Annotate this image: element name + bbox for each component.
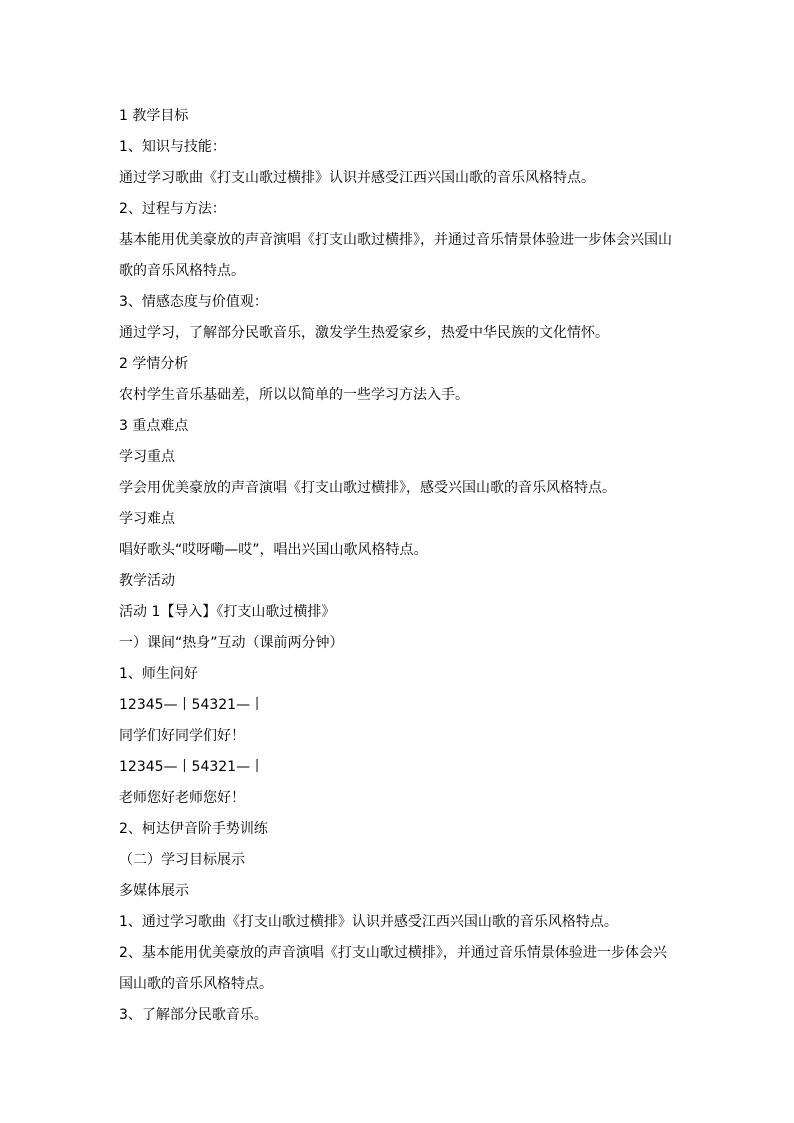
heading-teaching-activities: 教学活动 [119,573,175,589]
paragraph-line: 国山歌的音乐风格特点。 [119,976,273,992]
heading-teaching-goals: 1 教学目标 [119,108,189,124]
subheading-learning-difficulty: 学习难点 [119,511,175,527]
paragraph-line: 1、师生问好 [119,666,198,682]
paragraph-line: 1、通过学习歌曲《打支山歌过横排》认识并感受江西兴国山歌的音乐风格特点。 [119,914,618,930]
heading-key-difficulties: 3 重点难点 [119,418,189,434]
paragraph-line: 2、基本能用优美豪放的声音演唱《打支山歌过横排》，并通过音乐情景体验进一步体会兴 [119,945,667,961]
paragraph-line: 歌的音乐风格特点。 [119,263,245,279]
paragraph-line: 老师您好老师您好！ [119,790,245,806]
subheading-learning-focus: 学习重点 [119,449,175,465]
paragraph-line: 多媒体展示 [119,883,189,899]
heading-student-analysis: 2 学情分析 [119,356,189,372]
subheading-knowledge-skills: 1、知识与技能： [119,139,226,155]
paragraph-line: 唱好歌头“哎呀嘞—哎”，唱出兴国山歌风格特点。 [119,542,428,558]
document-body [119,101,679,1031]
subheading-process-methods: 2、过程与方法： [119,201,226,217]
paragraph-line: 通过学习，了解部分民歌音乐，激发学生热爱家乡，热爱中华民族的文化情怀。 [119,325,609,341]
paragraph-line: 同学们好同学们好！ [119,728,245,744]
subheading-values: 3、情感态度与价值观： [119,294,268,310]
paragraph-line: 3、了解部分民歌音乐。 [119,1007,268,1023]
paragraph-line: 农村学生音乐基础差，所以以简单的一些学习方法入手。 [119,387,469,403]
notation-line: 12345—丨54321—丨 [119,697,265,713]
paragraph-line: 一）课间“热身”互动（课前两分钟） [119,635,344,651]
notation-line: 12345—丨54321—丨 [119,759,265,775]
paragraph-line: 基本能用优美豪放的声音演唱《打支山歌过横排》，并通过音乐情景体验进一步体会兴国山 [119,232,672,248]
paragraph-line: 2、柯达伊音阶手势训练 [119,821,268,837]
paragraph-line: 通过学习歌曲《打支山歌过横排》认识并感受江西兴国山歌的音乐风格特点。 [119,170,595,186]
paragraph-line: 学会用优美豪放的声音演唱《打支山歌过横排》，感受兴国山歌的音乐风格特点。 [119,480,616,496]
subheading-goal-display: （二）学习目标展示 [119,852,245,868]
subheading-activity-1: 活动 1【导入】《打支山歌过横排》 [119,604,336,620]
